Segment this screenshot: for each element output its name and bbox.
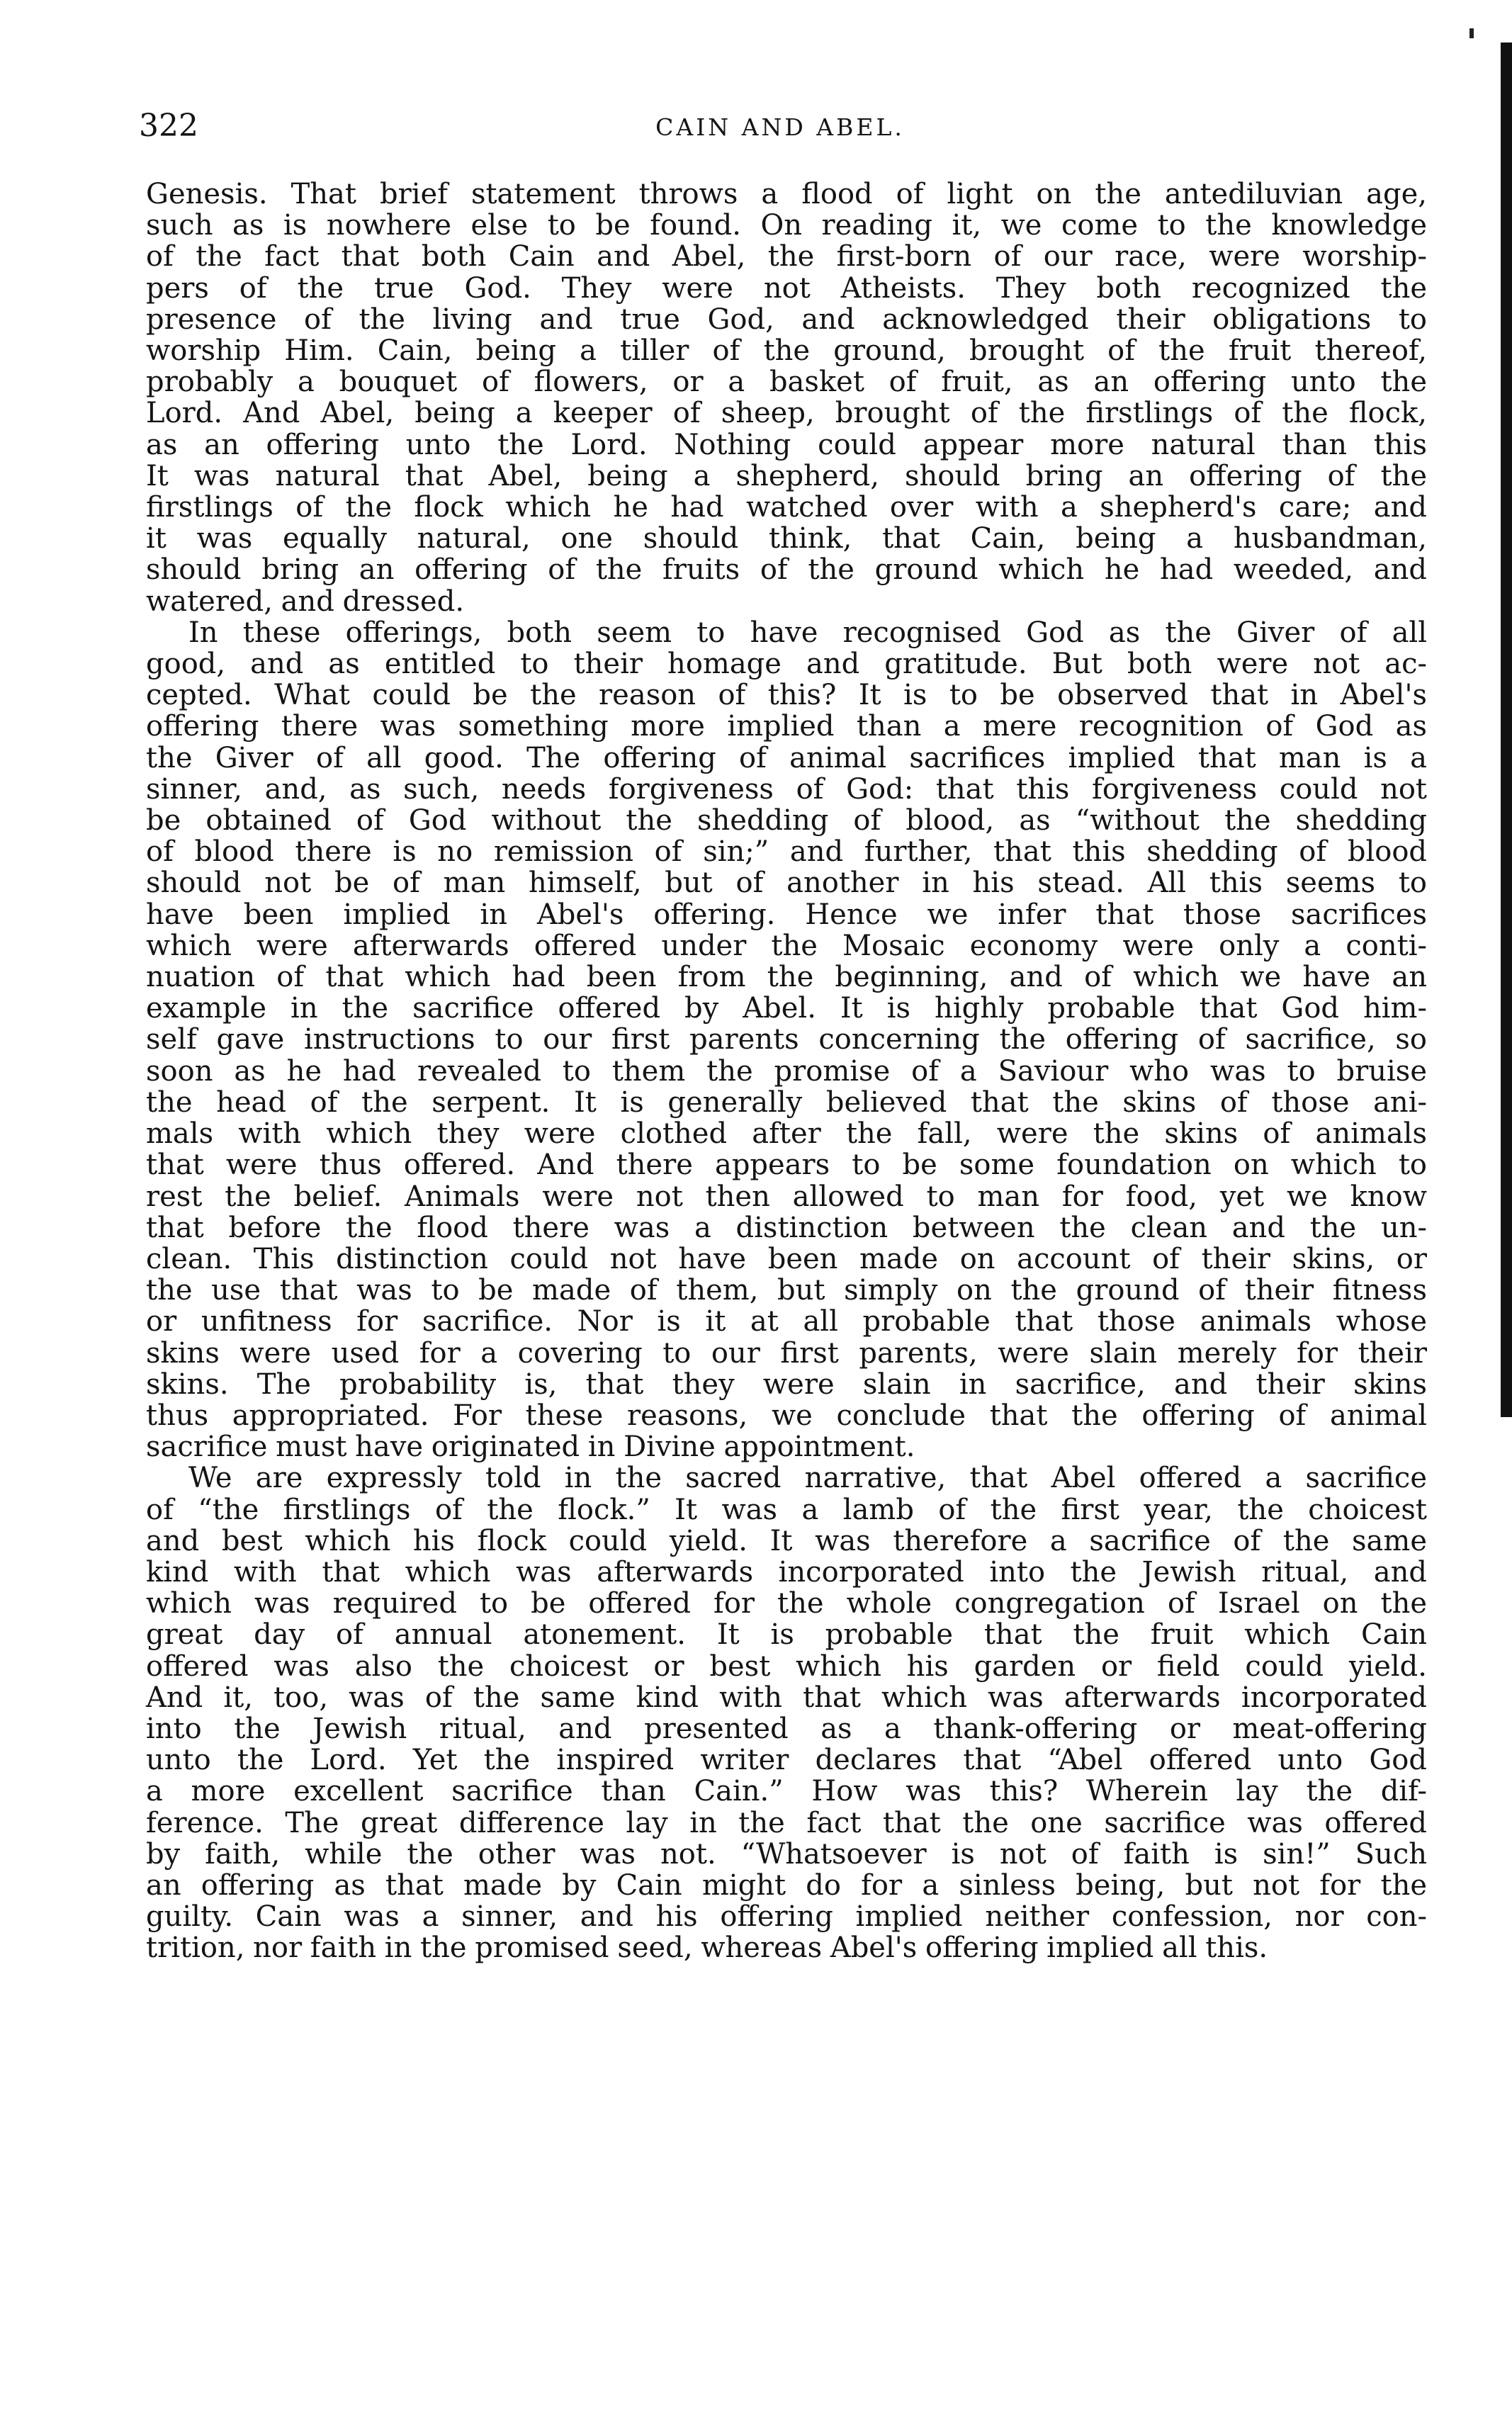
text-line: watered, and dressed.: [146, 585, 465, 618]
text-line: worship Him. Cain, being a tiller of the ground, brought of the fruit thereof,: [146, 334, 1427, 368]
text-line: of “the firstlings of the flock.” It was a lamb of the first year, the choicest: [146, 1493, 1427, 1526]
text-line: example in the sacrifice offered by Abel. It is highly probable that God him-: [146, 992, 1427, 1025]
text-line: It was natural that Abel, being a shepherd, should bring an offering of the: [146, 459, 1427, 492]
text-line: soon as he had revealed to them the promise of a Saviour who was to bruise: [146, 1054, 1427, 1088]
paragraph-2: [146, 617, 1427, 1462]
text-line: skins were used for a covering to our first parents, were slain merely for their: [146, 1336, 1427, 1370]
text-line: have been implied in Abel's offering. Hence we infer that those sacrifices: [146, 898, 1427, 931]
running-title: CAIN AND ABEL.: [655, 113, 905, 141]
text-line: firstlings of the flock which he had watched over with a shepherd's care; and: [146, 491, 1427, 524]
text-line: Lord. And Abel, being a keeper of sheep, brought of the firstlings of the flock,: [146, 397, 1427, 430]
text-line: such as is nowhere else to be found. On reading it, we come to the knowledge: [146, 209, 1427, 242]
text-line: be obtained of God without the shedding of blood, as “without the shedding: [146, 804, 1427, 838]
text-line: or unfitness for sacrifice. Nor is it at all probable that those animals whose: [146, 1305, 1427, 1338]
text-line: by faith, while the other was not. “Whatsoever is not of faith is sin!” Such: [146, 1837, 1427, 1871]
text-line: an offering as that made by Cain might do for a sinless being, but not for the: [146, 1868, 1427, 1902]
text-line: probably a bouquet of flowers, or a basket of fruit, as an offering unto the: [146, 366, 1427, 399]
text-line: guilty. Cain was a sinner, and his offering implied neither confession, nor con-: [146, 1900, 1427, 1934]
text-line: sinner, and, as such, needs forgiveness of God: that this forgiveness could not: [146, 772, 1427, 806]
text-line: the use that was to be made of them, but simply on the ground of their fitness: [146, 1274, 1427, 1307]
text-line: thus appropriated. For these reasons, we conclude that the offering of animal: [146, 1399, 1427, 1432]
text-line: self gave instructions to our first parents concerning the offering of sacrifice, so: [146, 1023, 1427, 1056]
edge-mark: [1469, 28, 1474, 38]
text-line: nuation of that which had been from the beginning, and of which we have an: [146, 961, 1427, 994]
text-line: that before the flood there was a distinction between the clean and the un-: [146, 1211, 1427, 1244]
page-edge-bar: [1501, 43, 1512, 1417]
text-line: rest the belief. Animals were not then allowed to man for food, yet we know: [146, 1180, 1427, 1213]
text-line: unto the Lord. Yet the inspired writer declares that “Abel offered unto God: [146, 1744, 1427, 1777]
text-line: the Giver of all good. The offering of animal sacrifices implied that man is a: [146, 741, 1427, 774]
text-line: sacrifice must have originated in Divine appointment.: [146, 1431, 915, 1464]
text-line: which were afterwards offered under the Mosaic economy were only a conti-: [146, 929, 1427, 962]
text-line: a more excellent sacrifice than Cain.” How was this? Wherein lay the dif-: [146, 1775, 1427, 1808]
text-line: good, and as entitled to their homage and gratitude. But both were not ac-: [146, 648, 1427, 681]
text-line: In these offerings, both seem to have recognised God as the Giver of all: [188, 616, 1427, 649]
text-line: which was required to be offered for the whole congregation of Israel on the: [146, 1587, 1427, 1620]
page-number: 322: [139, 108, 198, 144]
text-line: the head of the serpent. It is generally believed that the skins of those ani-: [146, 1086, 1427, 1119]
text-line: of blood there is no remission of sin;” and further, that this shedding of blood: [146, 835, 1427, 869]
text-line: pers of the true God. They were not Atheists. They both recognized the: [146, 271, 1427, 305]
text-line: clean. This distinction could not have been made on account of their skins, or: [146, 1242, 1427, 1275]
text-line: kind with that which was afterwards incorporated into the Jewish ritual, and: [146, 1555, 1427, 1589]
paragraph-1: [146, 179, 1427, 617]
running-header: [139, 105, 1421, 147]
text-line: We are expressly told in the sacred narrative, that Abel offered a sacrifice: [188, 1462, 1427, 1495]
paragraph-3: [146, 1462, 1427, 1963]
text-line: of the fact that both Cain and Abel, the first-born of our race, were worship-: [146, 240, 1427, 274]
text-line: mals with which they were clothed after the fall, were the skins of animals: [146, 1117, 1427, 1151]
text-line: offering there was something more implied than a mere recognition of God as: [146, 710, 1427, 743]
text-line: ference. The great difference lay in the fact that the one sacrifice was offered: [146, 1806, 1427, 1839]
text-line: as an offering unto the Lord. Nothing could appear more natural than this: [146, 428, 1427, 461]
text-line: skins. The probability is, that they were slain in sacrifice, and their skins: [146, 1368, 1427, 1401]
text-line: trition, nor faith in the promised seed, whereas Abel's offering implied all this.: [146, 1932, 1268, 1965]
text-line: and best which his flock could yield. It was therefore a sacrifice of the same: [146, 1524, 1427, 1557]
text-line: And it, too, was of the same kind with that which was afterwards incorporated: [146, 1681, 1427, 1714]
text-line: should bring an offering of the fruits of the ground which he had weeded, and: [146, 553, 1427, 587]
text-line: cepted. What could be the reason of this? It is to be observed that in Abel's: [146, 679, 1427, 712]
text-line: offered was also the choicest or best which his garden or field could yield.: [146, 1650, 1427, 1683]
text-line: should not be of man himself, but of another in his stead. All this seems to: [146, 867, 1427, 900]
text-line: great day of annual atonement. It is probable that the fruit which Cain: [146, 1618, 1427, 1652]
text-line: Genesis. That brief statement throws a flood of light on the antediluvian age,: [146, 178, 1427, 210]
text-line: into the Jewish ritual, and presented as a thank-offering or meat-offering: [146, 1712, 1427, 1745]
text-line: it was equally natural, one should think, that Cain, being a husbandman,: [146, 522, 1427, 556]
body-text: [146, 179, 1427, 1964]
text-line: presence of the living and true God, and acknowledged their obligations to: [146, 303, 1427, 336]
text-line: that were thus offered. And there appears to be some foundation on which to: [146, 1149, 1427, 1182]
